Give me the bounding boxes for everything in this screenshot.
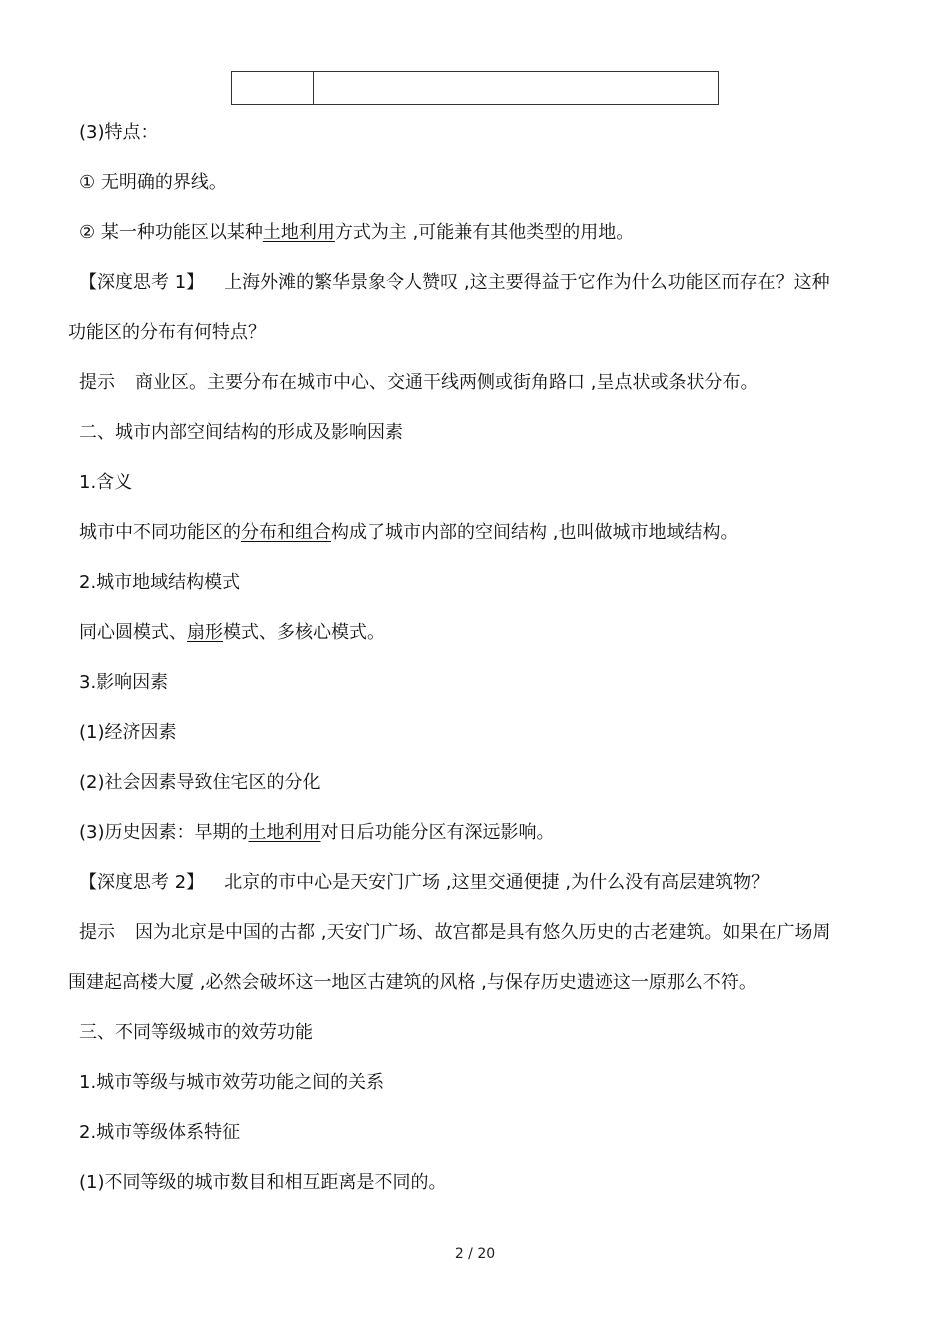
deep-thinking-1	[79, 271, 830, 295]
underlined-term: 分布和组合	[241, 522, 331, 543]
models-list	[79, 621, 385, 645]
table-cell	[232, 72, 314, 105]
subheading-hierarchy: 2.城市等级体系特征	[79, 1122, 241, 1143]
text: ② 某一种功能区以某种	[79, 222, 263, 243]
subheading-relation: 1.城市等级与城市效劳功能之间的关系	[79, 1072, 385, 1093]
hint-continuation: 围建起高楼大厦 ,必然会破坏这一地区古建筑的风格 ,与保存历史遗迹这一原那么不符。	[68, 972, 757, 993]
underlined-term: 土地利用	[248, 822, 321, 843]
hint-tag: 提示	[79, 372, 115, 393]
point-2	[79, 221, 634, 245]
hint-1	[79, 371, 758, 395]
text: 构成了城市内部的空间结构 ,也叫做城市地域结构。	[331, 522, 739, 543]
deep-thinking-2	[79, 871, 769, 895]
underlined-term: 土地利用	[262, 222, 335, 243]
section-heading-3: 三、不同等级城市的效劳功能	[79, 1022, 313, 1043]
text: (3)历史因素：早期的	[79, 822, 249, 843]
subheading-factors: 3.影响因素	[79, 672, 169, 693]
question-text: 北京的市中心是天安门广场 ,这里交通便捷 ,为什么没有高层建筑物？	[224, 872, 770, 893]
underlined-term: 扇形	[187, 622, 223, 643]
factor-historical	[79, 821, 555, 845]
section-heading-2: 二、城市内部空间结构的形成及影响因素	[79, 422, 403, 443]
point-1: ① 无明确的界线。	[79, 172, 227, 193]
text: 模式、多核心模式。	[223, 622, 385, 643]
hint-text: 商业区。主要分布在城市中心、交通干线两侧或街角路口 ,呈点状或条状分布。	[135, 372, 759, 393]
factor-economic: (1)经济因素	[79, 722, 177, 743]
text: 对日后功能分区有深远影响。	[320, 822, 555, 843]
table-cell	[314, 72, 719, 105]
hierarchy-point-1: (1)不同等级的城市数目和相互距离是不同的。	[79, 1172, 447, 1193]
subheading-meaning: 1.含义	[79, 472, 133, 493]
question-text: 上海外滩的繁华景象令人赞叹 ,这主要得益于它作为什么功能区而存在？这种	[224, 272, 830, 293]
subheading-models: 2.城市地域结构模式	[79, 572, 241, 593]
page-number: 2 / 20	[454, 1246, 496, 1262]
deep-thinking-tag: 【深度思考 2】	[79, 872, 205, 893]
deep-thinking-tag: 【深度思考 1】	[79, 272, 205, 293]
text: 城市中不同功能区的	[79, 522, 241, 543]
question-continuation: 功能区的分布有何特点？	[68, 322, 266, 343]
heading-characteristics: (3)特点：	[79, 122, 159, 143]
hint-tag: 提示	[79, 922, 115, 943]
table-fragment	[231, 71, 719, 105]
text: 方式为主 ,可能兼有其他类型的用地。	[334, 222, 635, 243]
hint-text: 因为北京是中国的古都 ,天安门广场、故宫都是具有悠久历史的古老建筑。如果在广场周	[135, 922, 831, 943]
hint-2	[79, 921, 830, 945]
factor-social: (2)社会因素导致住宅区的分化	[79, 772, 321, 793]
text: 同心圆模式、	[79, 622, 187, 643]
definition	[79, 521, 738, 545]
